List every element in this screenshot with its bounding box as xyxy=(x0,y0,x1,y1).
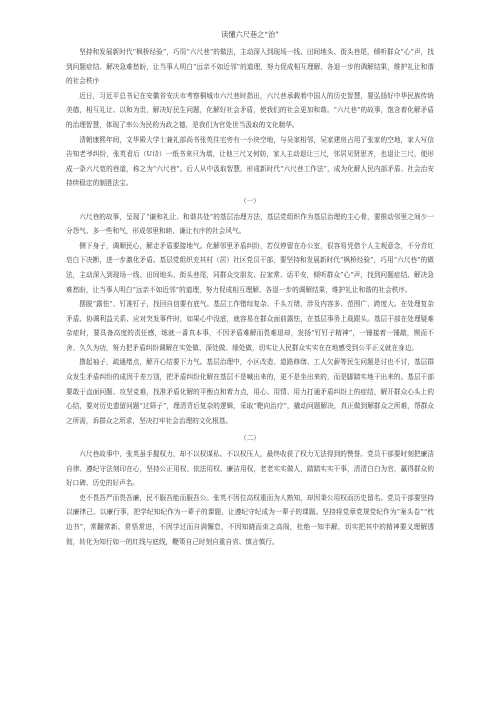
intro-paragraph: 坚持和发展新时代“枫桥经验”，巧用“六尺巷”的做法，主动深入到现场一线、田间地头、街头巷尾，倾听群众“心”声，找到问题症结、解决急难愁盼，让当事人明白“远亲不如近邻”的道理，努力促成相互理解、各退一步的调解结果，维护礼让和谐的社会秩序 xyxy=(66,48,434,86)
section-paragraph: 六尺巷故事中，张英虽手握权力，却不以权谋私、不以权压人，最终收获了权力无法得到的赞誉。党员干部要时刻把廉洁自律、遵纪守法刻印在心，坚持公正用权、依法用权、廉洁用权，老老实实做人，踏踏实实干事，清清白白为官，赢得群众的好口碑、历史的好声名。 xyxy=(66,450,434,488)
section-paragraph: 六尺巷的故事，呈现了“谦和礼让、和谐共处”的基层治理方法，基层党组织作为基层治理的主心骨，要推动邻里之间少一分怨气、多一些和气，形成邻里和睦、谦让有序的社会风气。 xyxy=(66,212,434,236)
section-paragraph: 侧下身子，调顺民心，解走矛盾要接地气。化解邻里矛盾纠纷，若仅停留在办公室，很容易凭借个人主观意念，不分青红皂白下决断，进一步激化矛盾。基层党组织充其村（居）社区党员干部，要坚持和发展新时代“枫桥经验”，巧用“六尺巷”的做法，主动深入到现场一线、田间地头、街头巷尾，同群众交朋友、拉家常、话平安，倾听群众“心”声，找到问题症结、解决急难愁盼，让当事人明白“远亲不如近邻”的道理，努力促成相互理解、各退一步的调解结果，维护礼让和谐的社会秩序。 xyxy=(66,241,434,294)
section-paragraph: 撸起袖子，疏通堵点，解开心结要下力气。基层治理中，小区改造、道路修缮、工人欠薪等民生问题是讨也不讨，基层群众发生矛盾纠纷的成因千差万别，把矛盾纠纷化解在基层不是喊出来的，更不是坐出来的，而是脚踏实地干出来的。基层干部要敢于直面问题、攻坚克难，找准矛盾化解的平衡点和着力点，用心、用情、用力打通矛盾纠纷上的症结，解开群众心头上的心结，要对历史遗留问题“过筛子”，理清背后复杂的逻辑，采取“靶向治疗”，撬动问题解决，真正做到解群众之所难，帮群众之所需，诉群众之所求，坚决打牢社会治理的文化根基。 xyxy=(66,358,434,425)
intro-paragraph: 清朝康熙年间，文华殿大学士兼礼部尚书张英住宅旁有一小块空地，与吴家相邻，吴家建房占用了张家的空地，家人写信告知老爷纠纷，张英看后（U诗）一纸书来只为墙，让他三尺又何妨，家人主动退让三尺，邻居见贤思齐，也退让三尺，便形成一条六尺宽的巷道，称之为“六尺巷”。后人从中汲取智慧，形成新时代“六尺巷工作法”，成为化解人民内部矛盾、社会治安持续稳定的制胜法宝。 xyxy=(66,135,434,188)
section-heading: （二） xyxy=(240,434,260,443)
section-paragraph: 摆脱“露怯”、钉准钉子，找回自信要有底气。基层工作错综复杂、千头万绪，涉及内容多、范围广、跨度大。在处理复杂矛盾、协调利益关系、应对突发事件时，如果心中没底，就容易在群众面前露怯，在基层事务上栽跟头。基层干部在处理疑难杂症时，要具备高度的责任感，练就一番真本事，不因矛盾难解而畏难退却，发扬“钉钉子精神”，一锤接着一锤敲，锲而不舍、久久为功，努力把矛盾纠纷调解在实处做、深处做、细处做，切实让人民群众实实在在地感受到公平正义就在身边。 xyxy=(66,300,434,352)
section-heading: （一） xyxy=(240,196,260,205)
document-title: 读懂六尺巷之“治” xyxy=(221,30,279,39)
intro-paragraph: 近日，习近平总书记在安徽省安庆市考察桐城市六尺巷时指出，六尺巷承载着中国人的历史智慧，要弘扬好中华民族传统美德，相互礼让、以和为贵，解决好民生问题，化解好社会矛盾，使我们的社会更加和谐。“六尺巷”的故事，饱含着化解矛盾的治理智慧，体现了率公为民的为政之德，是我们为官处世当汲取的文化精华。 xyxy=(66,91,434,129)
section-paragraph: 吏不畏吾严而畏吾廉，民不服吾能而服吾公。张英不因位高权重而为人熟知，却因秉公用权而历史留名。党员干部要坚持以廉律己、以廉行事，把学纪知纪作为一辈子的课题，让遵纪守纪成为一辈子的课题。坚持将党章党规党纪作为“案头卷”“枕边书”，常翻常新、常悟常进，不因学过而自满懈怠，不因知晓而束之高阁，杜绝一知半解，切实把其中的精神要义理解透彻，转化为知行如一的红线与底线，鞭策自己时刻自重自省、慎言慎行。 xyxy=(66,493,434,546)
